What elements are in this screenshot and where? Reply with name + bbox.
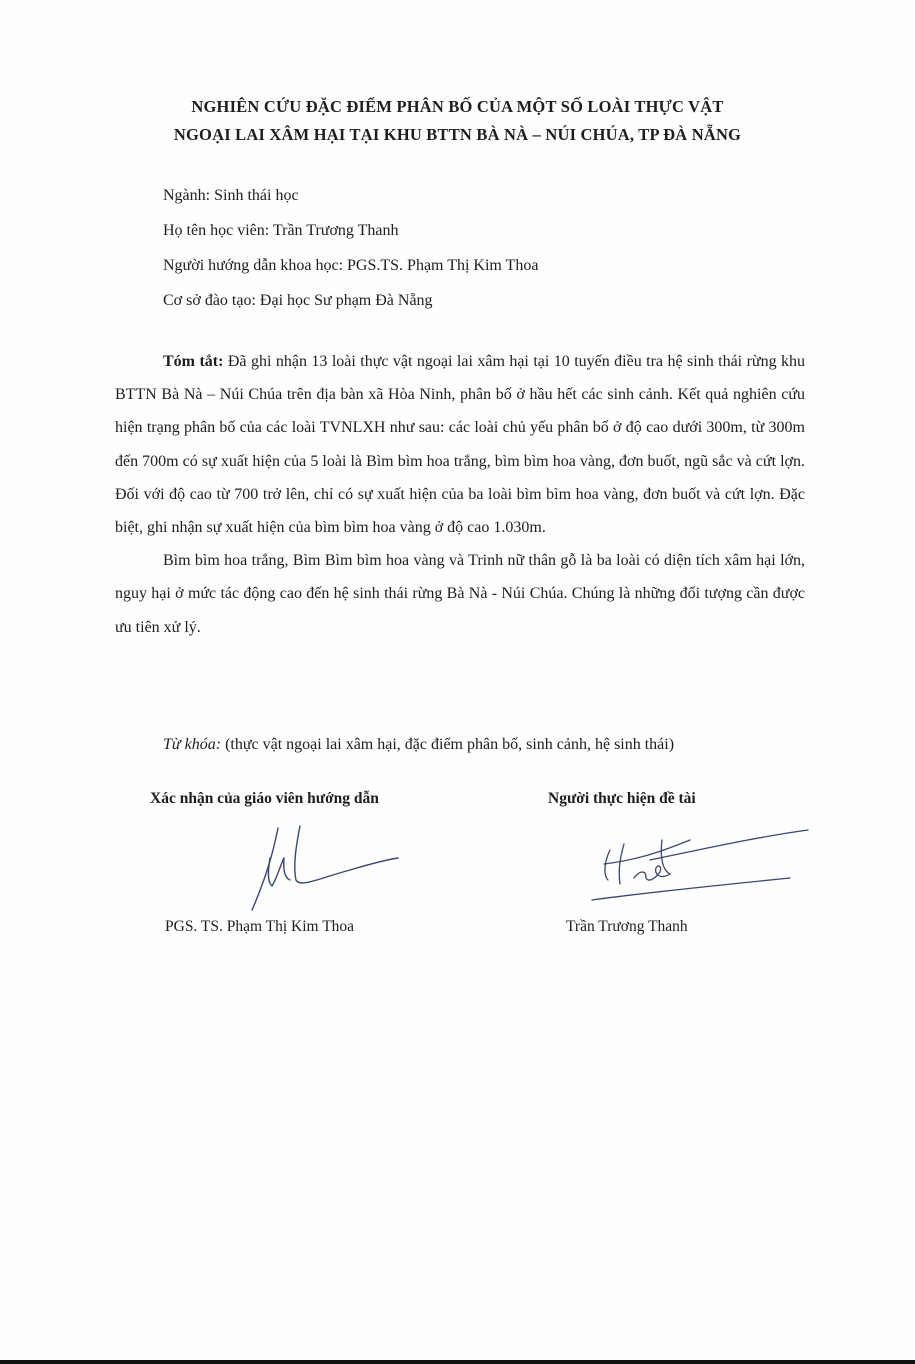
abstract-paragraph-2: Bìm bìm hoa trắng, Bìm Bìm bìm hoa vàng và Trinh nữ thân gỗ là ba loài có diện tích xâm hại lớn, nguy hại ở mức tác động cao đến hệ sinh thái rừng Bà Nà - Núi Chúa. Chúng là những đối tượng cần được ưu tiên xử lý. [115, 552, 805, 636]
info-institution: Cơ sở đào tạo: Đại học Sư phạm Đà Nẵng [163, 292, 433, 309]
advisor-name: PGS. TS. Phạm Thị Kim Thoa [165, 918, 355, 935]
keywords [163, 728, 674, 761]
author-signature-heading: Người thực hiện đề tài [548, 790, 696, 807]
page-bottom-edge [0, 1360, 915, 1364]
author-name: Trần Trương Thanh [566, 918, 688, 935]
abstract-paragraph-1 [115, 345, 805, 544]
abstract [115, 345, 805, 644]
info-advisor: Người hướng dẫn khoa học: PGS.TS. Phạm Thị Kim Thoa [163, 257, 539, 274]
keywords-label: Từ khóa: [163, 736, 222, 753]
abstract-text-1: Đã ghi nhận 13 loài thực vật ngoại lai xâm hại tại 10 tuyến điều tra hệ sinh thái rừng khu BTTN Bà Nà – Núi Chúa trên địa bàn xã Hòa Ninh, phân bố ở hầu hết các sinh cảnh. Kết quả nghiên cứu hiện trạng phân bố của các loài TVNLXH như sau: các loài chủ yếu phân bố ở độ cao dưới 300m, từ 300m đến 700m có sự xuất hiện của 5 loài là Bìm bìm hoa trắng, bìm bìm hoa vàng, đơn buốt, ngũ sắc và cứt lợn. Đối với độ cao từ 700 trở lên, chỉ có sự xuất hiện của ba loài bìm bìm hoa vàng, đơn buốt và cứt lợn. Đặc biệt, ghi nhận sự xuất hiện của bìm bìm hoa vàng ở độ cao 1.030m. [115, 353, 806, 537]
document-title [60, 93, 855, 149]
author-signature-image [590, 822, 820, 912]
advisor-signature-image [230, 818, 420, 918]
info-student: Họ tên học viên: Trần Trương Thanh [163, 222, 399, 239]
keywords-text: (thực vật ngoại lai xâm hại, đặc điểm phân bố, sinh cảnh, hệ sinh thái) [221, 736, 675, 753]
info-major: Ngành: Sinh thái học [163, 187, 299, 204]
title-line-2: NGOẠI LAI XÂM HẠI TẠI KHU BTTN BÀ NÀ – NÚI CHÚA, TP ĐÀ NẴNG [173, 125, 742, 144]
abstract-label: Tóm tắt: [163, 353, 224, 370]
title-line-1: NGHIÊN CỨU ĐẶC ĐIỂM PHÂN BỐ CỦA MỘT SỐ LOÀI THỰC VẬT [191, 97, 724, 116]
advisor-signature-heading: Xác nhận của giáo viên hướng dẫn [150, 790, 379, 807]
thesis-info [163, 178, 538, 318]
